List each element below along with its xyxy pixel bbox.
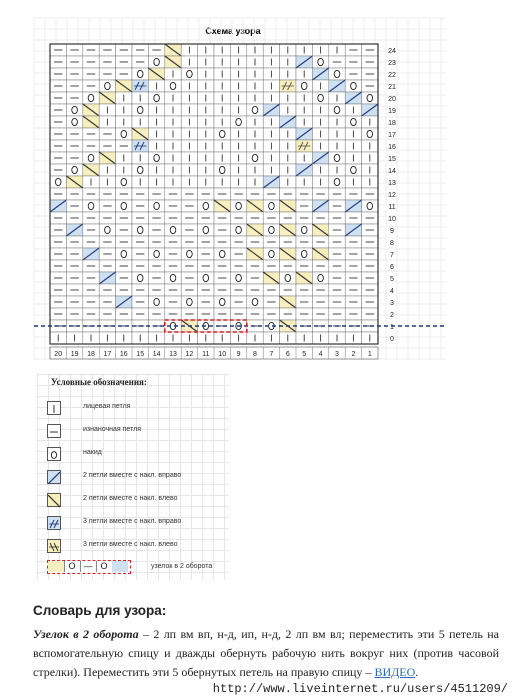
chart-cell (148, 248, 164, 260)
legend (37, 374, 229, 580)
chart-cell (214, 128, 230, 140)
column-number: 10 (218, 351, 227, 358)
chart-cell (230, 200, 246, 212)
column-numbers (50, 347, 378, 359)
row-number: 5 (390, 276, 394, 283)
chart-cell (296, 248, 312, 260)
row-number: 20 (388, 96, 396, 103)
chart-cell (329, 68, 345, 80)
column-number: 4 (318, 351, 323, 358)
chart-cell (345, 80, 361, 92)
chart-cell (247, 104, 263, 116)
chart-cell (230, 224, 246, 236)
column-number: 14 (152, 351, 161, 358)
column-number: 5 (302, 351, 307, 358)
column-number: 6 (285, 351, 290, 358)
row-number: 19 (388, 108, 396, 115)
legend-label: накид (83, 449, 102, 456)
chart-cell (83, 92, 99, 104)
chart-cell (66, 104, 82, 116)
column-number: 13 (169, 351, 177, 358)
chart-cell (148, 92, 164, 104)
chart-cell (198, 224, 214, 236)
legend-label: узелок в 2 оборота (151, 563, 213, 570)
dictionary-text (33, 625, 499, 682)
chart-cell (132, 164, 148, 176)
column-number: 7 (269, 351, 274, 358)
row-number: 11 (388, 204, 396, 211)
knot-symbol-icon (47, 560, 131, 574)
decrease-left-icon (47, 493, 61, 507)
row-number: 1 (390, 324, 394, 331)
chart-cell (50, 176, 66, 188)
legend-label: лицевая петля (83, 403, 131, 410)
row-number: 9 (390, 228, 394, 235)
knit-icon (47, 401, 61, 415)
chart-cell (99, 80, 115, 92)
legend-label: 3 петли вместе с накл. вправо (83, 518, 182, 525)
triple-decrease-left-icon (47, 539, 61, 553)
chart-cell (148, 152, 164, 164)
chart-cell (312, 56, 328, 68)
chart-cell (362, 200, 378, 212)
knot-cell-purl: — (80, 561, 97, 572)
column-number: 2 (351, 351, 356, 358)
chart-cell (280, 272, 296, 284)
yarn-over-icon (47, 447, 61, 461)
chart-cell (116, 128, 132, 140)
legend-title: Условные обозначения: (51, 377, 147, 387)
triple-decrease-right-icon (47, 516, 61, 530)
row-number: 22 (388, 72, 396, 79)
chart-cell (99, 224, 115, 236)
chart-cell (181, 296, 197, 308)
dictionary-title: Словарь для узора: (33, 603, 167, 618)
chart-cell (116, 248, 132, 260)
legend-item-knit (47, 401, 227, 415)
chart-cell (116, 200, 132, 212)
chart-cell (198, 200, 214, 212)
column-number: 3 (335, 351, 339, 358)
chart-cell (132, 68, 148, 80)
chart-cell (83, 200, 99, 212)
row-number: 12 (388, 192, 396, 199)
chart-cell (312, 92, 328, 104)
chart-cell (230, 272, 246, 284)
row-number: 23 (388, 60, 396, 67)
knot-cell-yo: O (64, 561, 81, 572)
legend-item-purl (47, 424, 227, 438)
chart-cell (148, 56, 164, 68)
chart-cell (230, 116, 246, 128)
chart-cell (165, 272, 181, 284)
chart-cell (181, 68, 197, 80)
column-number: 16 (119, 351, 128, 358)
chart-cell (247, 296, 263, 308)
column-number: 12 (185, 351, 194, 358)
chart-cell (148, 200, 164, 212)
chart-title: Схема узора (205, 26, 261, 36)
dictionary-term: Узелок в 2 оборота (33, 627, 139, 641)
row-number: 3 (390, 300, 394, 307)
row-number: 13 (388, 180, 396, 187)
chart-cell (116, 176, 132, 188)
chart-cell (362, 128, 378, 140)
chart-cell (345, 116, 361, 128)
column-number: 15 (136, 351, 145, 358)
chart-cell (329, 176, 345, 188)
chart-cell (296, 80, 312, 92)
chart-cell (132, 224, 148, 236)
column-number: 19 (70, 351, 79, 358)
row-number: 8 (390, 240, 394, 247)
row-number: 24 (388, 48, 396, 55)
legend-item-yo (47, 447, 227, 461)
chart-cell (66, 164, 82, 176)
chart-cell (312, 272, 328, 284)
column-number: 11 (202, 351, 210, 358)
column-number: 20 (54, 351, 63, 358)
chart-cells (50, 44, 378, 344)
chart-cell (132, 104, 148, 116)
chart-cell (214, 248, 230, 260)
chart-cell (329, 152, 345, 164)
chart-cell (263, 248, 279, 260)
legend-label: 2 петли вместе с накл. влево (83, 495, 178, 502)
purl-icon (47, 424, 61, 438)
dictionary-description: – 2 лп вм вп, н-д, ип, н-д, 2 лп вм вл; переместить эти 5 петель на вспомогательную спицу и дважды обернуть рабочую нить вокруг них (против часовой стрелки). Переместить эти 5 обернутых петель на правую спицу – (33, 627, 499, 679)
legend-label: изнаночная петля (83, 426, 142, 433)
legend-label: 3 петли вместе с накл. влево (83, 541, 178, 548)
legend-label: 2 петли вместе с накл. вправо (83, 472, 182, 479)
source-url: http://www.liveinternet.ru/users/4511209/ (212, 682, 508, 696)
chart-cell (329, 104, 345, 116)
legend-item-k3tog-left (47, 539, 227, 553)
chart-cell (83, 152, 99, 164)
video-link[interactable]: ВИДЕО (374, 665, 416, 679)
knot-cell-yo: O (96, 561, 113, 572)
column-number: 9 (236, 351, 241, 358)
legend-item-knot (47, 561, 227, 575)
column-number: 17 (103, 351, 112, 358)
row-number: 2 (390, 312, 394, 319)
chart-cell (296, 224, 312, 236)
chart-cell (214, 164, 230, 176)
legend-item-k3tog-right (47, 516, 227, 530)
legend-item-k2tog-left (47, 493, 227, 507)
column-number: 1 (367, 351, 372, 358)
row-number: 15 (388, 156, 396, 163)
knot-cell-left (48, 561, 65, 572)
legend-item-k2tog-right (47, 470, 227, 484)
chart-cell (66, 116, 82, 128)
row-number: 18 (388, 120, 396, 127)
row-number: 4 (390, 288, 394, 295)
decrease-right-icon (47, 470, 61, 484)
chart-cell (263, 200, 279, 212)
chart-cell (362, 92, 378, 104)
row-number: 10 (388, 216, 396, 223)
chart-cell (345, 164, 361, 176)
row-number: 16 (388, 144, 396, 151)
chart-cell (247, 152, 263, 164)
chart-cell (214, 296, 230, 308)
dictionary-text-end: . (415, 665, 419, 679)
knot-cell-right (112, 561, 128, 572)
column-number: 18 (87, 351, 95, 358)
row-number: 0 (390, 336, 394, 343)
chart-cell (165, 224, 181, 236)
chart-cell (263, 224, 279, 236)
row-number: 6 (390, 264, 394, 271)
chart-cell (181, 248, 197, 260)
row-number: 17 (388, 132, 396, 139)
row-number: 14 (388, 168, 396, 175)
row-number: 7 (390, 252, 394, 259)
chart-cell (148, 296, 164, 308)
chart-cell (132, 272, 148, 284)
chart-cell (198, 272, 214, 284)
chart-cell (165, 80, 181, 92)
column-number: 8 (253, 351, 257, 358)
row-number: 21 (388, 84, 396, 91)
